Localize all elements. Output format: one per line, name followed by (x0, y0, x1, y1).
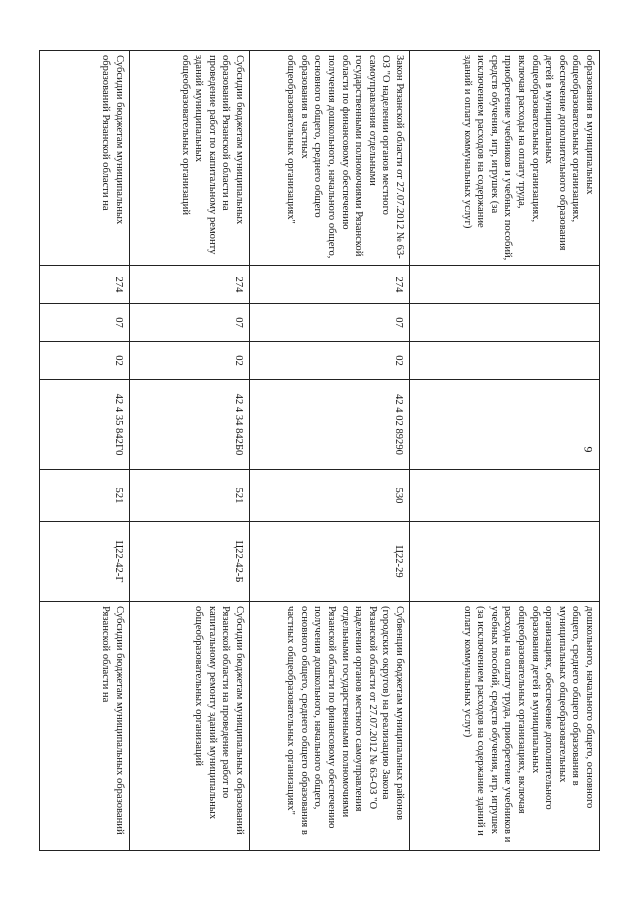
page-number: 9 (581, 446, 596, 453)
code-cell: 521 (130, 470, 250, 522)
row-name-cell: Субсидии бюджетам муниципальных образований Рязанской области на (40, 51, 130, 266)
code-cell: 521 (40, 470, 130, 522)
row-desc-cell: дошкольного, начального общего, основного общего, среднего общего образования в муниципальных общеобразовательных организациях, обеспечение дополнительного образования детей в муниципальных общеобразовательных организациях, включая расходы на оплату труда, приобретение учебников и учебных пособий, средств обучения, игр, игрушек (за исключением расходов на содержание зданий и оплату коммунальных услуг) (410, 602, 600, 851)
row-desc-cell: Субвенции бюджетам муниципальных районов (городских округов) на реализацию Закона Рязанской области от 27.07.2012 № 63-ОЗ "О наделении органов местного самоуправления отдельными государственными полномочиями Рязанской области по финансовому обеспечению получения дошкольного, начального общего, основного общего, среднего общего образования в частных общеобразовательных организациях" (250, 602, 410, 851)
row-name-cell: образования в муниципальных общеобразовательных организациях, обеспечение дополнительного образования детей в муниципальных общеобразовательных организациях, включая расходы на оплату труда, приобретение учебников и учебных пособий, средств обучения, игр, игрушек (за исключением расходов на содержание зданий и оплату коммунальных услуг) (410, 51, 600, 266)
code-cell: 42 4 34 842Б0 (130, 380, 250, 470)
code-cell: 02 (40, 342, 130, 380)
code-cell (410, 266, 600, 304)
code-cell: 42 4 35 842Г0 (40, 380, 130, 470)
table-row (410, 51, 600, 851)
code-cell: 02 (250, 342, 410, 380)
table-row (130, 51, 250, 851)
code-cell: 07 (130, 304, 250, 342)
row-desc-cell: Субсидии бюджетам муниципальных образований Рязанской области на (40, 602, 130, 851)
budget-table (39, 50, 600, 851)
code-cell: 02 (130, 342, 250, 380)
code-cell (410, 522, 600, 602)
code-cell: 42 4 02 89290 (250, 380, 410, 470)
code-cell: 07 (40, 304, 130, 342)
code-cell: Ц22-42-Г (40, 522, 130, 602)
code-cell (410, 342, 600, 380)
code-cell (410, 470, 600, 522)
table-row (40, 51, 130, 851)
row-name-cell: Закон Рязанской области от 27.07.2012 № 63-ОЗ "О наделении органов местного самоуправления отдельными государственными полномочиями Рязанской области по финансовому обеспечению получения дошкольного, начального общего, основного общего, среднего общего образования в частных общеобразовательных организациях" (250, 51, 410, 266)
code-cell (410, 304, 600, 342)
code-cell: 530 (250, 470, 410, 522)
code-cell: 274 (40, 266, 130, 304)
code-cell: 274 (250, 266, 410, 304)
code-cell: Ц22-29 (250, 522, 410, 602)
row-name-cell: Субсидии бюджетам муниципальных образований Рязанской области на проведение работ по капитальному ремонту зданий муниципальных общеобразовательных организаций (130, 51, 250, 266)
code-cell: Ц22-42-Б (130, 522, 250, 602)
code-cell (410, 380, 600, 470)
table-row (250, 51, 410, 851)
code-cell: 07 (250, 304, 410, 342)
code-cell: 274 (130, 266, 250, 304)
rotated-table-container (40, 50, 600, 850)
row-desc-cell: Субсидии бюджетам муниципальных образований Рязанской области на проведение работ по капитальному ремонту зданий муниципальных общеобразовательных организаций (130, 602, 250, 851)
